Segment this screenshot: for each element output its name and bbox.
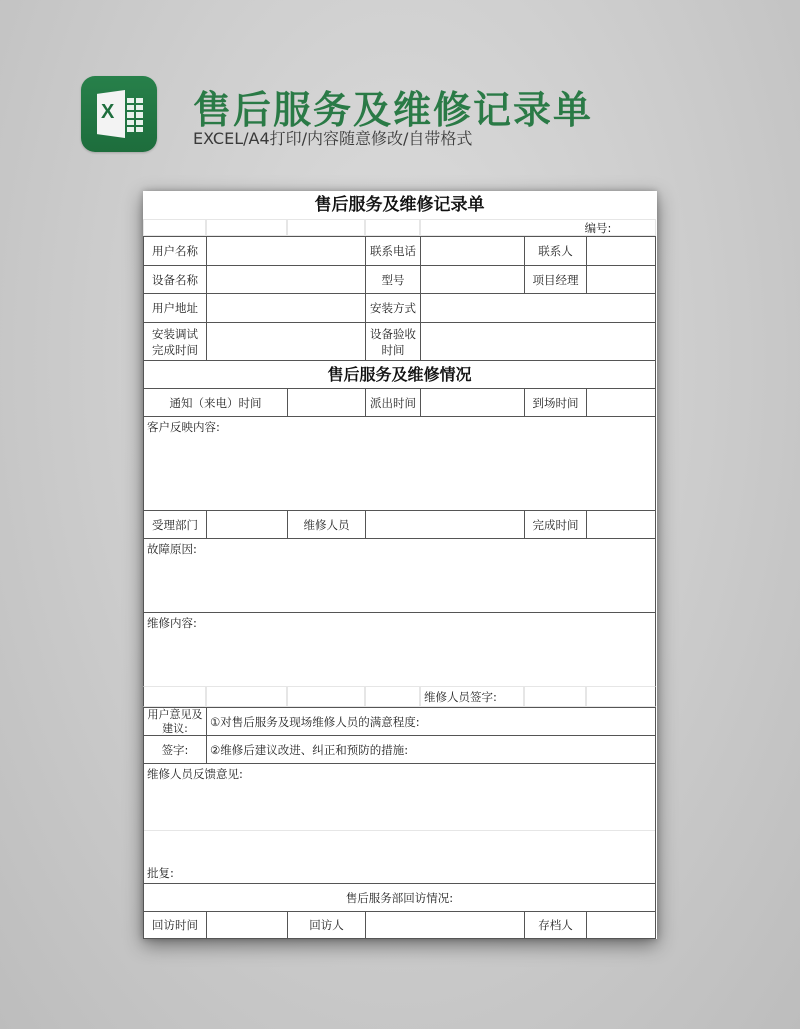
approval-field[interactable] bbox=[143, 830, 656, 884]
staff-signature-label: 维修人员签字: bbox=[420, 686, 524, 707]
archiver-label: 存档人 bbox=[524, 911, 587, 939]
customer-feedback-label: 客户反映内容: bbox=[147, 420, 220, 434]
project-manager-label: 项目经理 bbox=[524, 265, 587, 294]
repair-content-label: 维修内容: bbox=[147, 616, 197, 630]
user-address-label: 用户地址 bbox=[143, 293, 207, 323]
arrival-time-label: 到场时间 bbox=[524, 388, 587, 417]
empty-cell[interactable] bbox=[365, 219, 420, 236]
opinion-item1-label: ①对售后服务及现场维修人员的满意程度: bbox=[210, 714, 420, 729]
section-title: 售后服务及维修情况 bbox=[143, 360, 656, 389]
excel-grid-icon bbox=[127, 98, 143, 132]
opinion-label: 用户意见及建议: bbox=[143, 707, 207, 736]
customer-feedback-field[interactable] bbox=[143, 416, 656, 511]
fault-cause-label: 故障原因: bbox=[147, 542, 197, 556]
dispatch-time-label: 派出时间 bbox=[365, 388, 421, 417]
repair-content-field[interactable] bbox=[143, 612, 656, 687]
contact-person-label: 联系人 bbox=[524, 236, 587, 266]
repair-staff-label: 维修人员 bbox=[287, 510, 366, 539]
repair-staff-field[interactable] bbox=[365, 510, 525, 539]
user-address-field[interactable] bbox=[206, 293, 366, 323]
empty-cell[interactable] bbox=[287, 219, 365, 236]
banner-subtitle: EXCEL/A4打印/内容随意修改/自带格式 bbox=[193, 129, 473, 148]
revisit-time-label: 回访时间 bbox=[143, 911, 207, 939]
number-field[interactable] bbox=[420, 219, 656, 236]
number-label: 编号: bbox=[584, 220, 612, 235]
opinion-item2-field[interactable] bbox=[206, 735, 656, 764]
install-debug-time-field[interactable] bbox=[206, 322, 366, 361]
install-method-field[interactable] bbox=[420, 293, 656, 323]
excel-icon bbox=[81, 76, 157, 152]
completion-time-field[interactable] bbox=[586, 510, 656, 539]
revisit-time-field[interactable] bbox=[206, 911, 288, 939]
model-field[interactable] bbox=[420, 265, 525, 294]
install-debug-time-label: 安装调试完成时间 bbox=[143, 322, 207, 361]
contact-phone-field[interactable] bbox=[420, 236, 525, 266]
archiver-field[interactable] bbox=[586, 911, 656, 939]
acceptance-time-label: 设备验收时间 bbox=[365, 322, 421, 361]
banner-title: 售后服务及维修记录单 bbox=[193, 88, 594, 132]
revisit-person-field[interactable] bbox=[365, 911, 525, 939]
empty-cell[interactable] bbox=[143, 686, 206, 707]
model-label: 型号 bbox=[365, 265, 421, 294]
empty-cell[interactable] bbox=[206, 686, 287, 707]
approval-label: 批复: bbox=[147, 866, 174, 880]
empty-cell[interactable] bbox=[586, 686, 656, 707]
arrival-time-field[interactable] bbox=[586, 388, 656, 417]
staff-feedback-label: 维修人员反馈意见: bbox=[147, 767, 243, 781]
project-manager-field[interactable] bbox=[586, 265, 656, 294]
device-name-label: 设备名称 bbox=[143, 265, 207, 294]
dispatch-time-field[interactable] bbox=[420, 388, 525, 417]
contact-phone-label: 联系电话 bbox=[365, 236, 421, 266]
empty-cell[interactable] bbox=[365, 686, 420, 707]
user-name-field[interactable] bbox=[206, 236, 366, 266]
department-field[interactable] bbox=[206, 510, 288, 539]
acceptance-time-field[interactable] bbox=[420, 322, 656, 361]
empty-cell[interactable] bbox=[143, 219, 206, 236]
form-sheet bbox=[143, 191, 657, 939]
opinion-sign-label: 签字: bbox=[143, 735, 207, 764]
excel-letter: X bbox=[101, 101, 115, 123]
device-name-field[interactable] bbox=[206, 265, 366, 294]
form-title: 售后服务及维修记录单 bbox=[314, 195, 485, 215]
user-name-label: 用户名称 bbox=[143, 236, 207, 266]
notify-time-label: 通知（来电）时间 bbox=[143, 388, 288, 417]
department-label: 受理部门 bbox=[143, 510, 207, 539]
revisit-title: 售后服务部回访情况: bbox=[143, 883, 656, 912]
staff-feedback-field[interactable] bbox=[143, 763, 656, 831]
completion-time-label: 完成时间 bbox=[524, 510, 587, 539]
opinion-item1-field[interactable] bbox=[206, 707, 656, 736]
contact-person-field[interactable] bbox=[586, 236, 656, 266]
staff-signature-field[interactable] bbox=[524, 686, 586, 707]
revisit-person-label: 回访人 bbox=[287, 911, 366, 939]
fault-cause-field[interactable] bbox=[143, 538, 656, 613]
notify-time-field[interactable] bbox=[287, 388, 366, 417]
empty-cell[interactable] bbox=[287, 686, 365, 707]
install-method-label: 安装方式 bbox=[365, 293, 421, 323]
empty-cell[interactable] bbox=[206, 219, 287, 236]
opinion-item2-label: ②维修后建议改进、纠正和预防的措施: bbox=[210, 742, 409, 757]
